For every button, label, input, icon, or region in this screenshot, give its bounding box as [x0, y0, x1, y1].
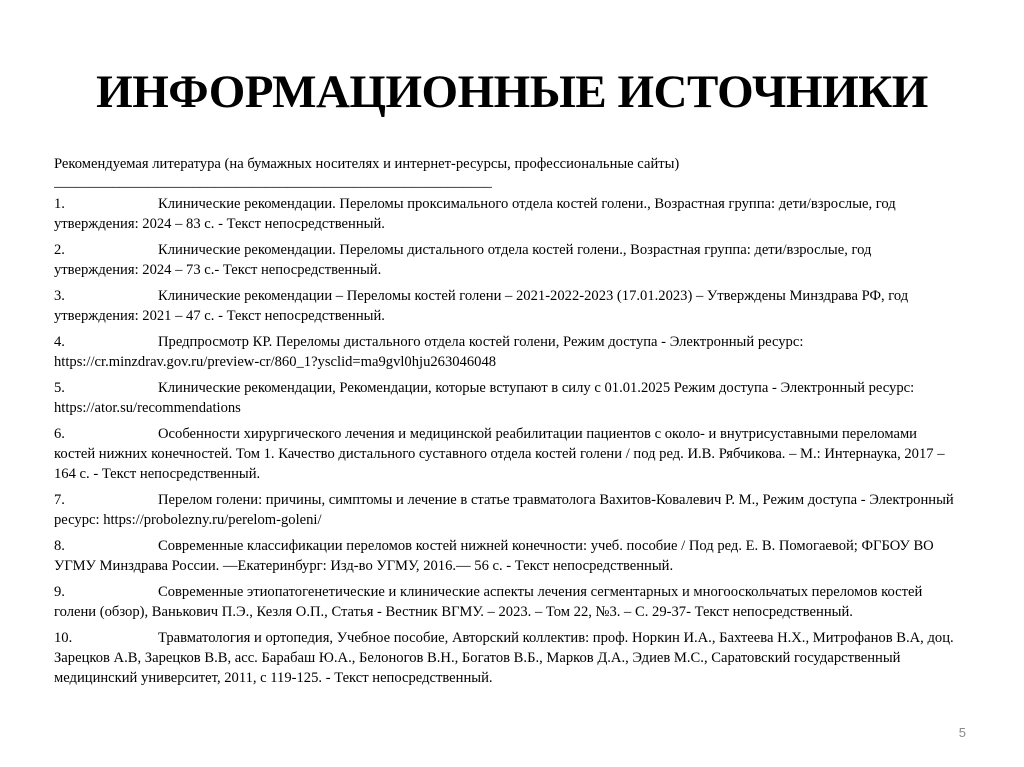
reference-text: Современные классификации переломов костей нижней конечности: учеб. пособие / Под ред. Е. В. Помогаевой; ФГБОУ ВО УГМУ Минздрава России. —Екатеринбург: Изд-во УГМУ, 2016.— 56 с. - Текст непосредственный.: [54, 538, 934, 574]
reference-number: 3.: [54, 288, 65, 304]
reference-list: [54, 194, 959, 688]
reference-item-6: [54, 424, 959, 484]
reference-item-2: [54, 240, 959, 280]
reference-text: Предпросмотр КР. Переломы дистального отдела костей голени, Режим доступа - Электронный ресурс: https://cr.minzdrav.gov.ru/preview-cr/860_1?ysclid=ma9gvl0hju263046048: [54, 334, 804, 370]
reference-item-9: [54, 582, 959, 622]
separator-line: ____________________________________________________________: [54, 174, 492, 190]
reference-number: 2.: [54, 242, 65, 258]
reference-number: 9.: [54, 584, 65, 600]
slide-content: [54, 154, 959, 688]
reference-text: Клинические рекомендации – Переломы костей голени – 2021-2022-2023 (17.01.2023) – Утверждены Минздрава РФ, год утверждения: 2021 – 47 с. - Текст непосредственный.: [54, 288, 909, 324]
reference-item-10: [54, 628, 959, 688]
reference-item-4: [54, 332, 959, 372]
reference-item-8: [54, 536, 959, 576]
reference-text: Клинические рекомендации. Переломы проксимального отдела костей голени., Возрастная группа: дети/взрослые, год утверждения: 2024 – 83 с. - Текст непосредственный.: [54, 196, 896, 232]
reference-number: 5.: [54, 380, 65, 396]
reference-text: Травматология и ортопедия, Учебное пособие, Авторский коллектив: проф. Норкин И.А., Бахтеева Н.Х., Митрофанов В.А, доц. Зарецков А.В, Зарецков В.В, асс. Барабаш Ю.А., Белоногов В.Н., Богатов В.Б., Марков Д.А., Эдиев М.С., Саратовский государственный медицинский университет, 2011, с 119-125. - Текст непосредственный.: [54, 630, 954, 686]
reference-number: 4.: [54, 334, 65, 350]
reference-text: Клинические рекомендации. Переломы дистального отдела костей голени., Возрастная группа: дети/взрослые, год утверждения: 2024 – 73 с.- Текст непосредственный.: [54, 242, 872, 278]
page-number: 5: [958, 725, 966, 740]
reference-item-7: [54, 490, 959, 530]
intro-text: Рекомендуемая литература (на бумажных носителях и интернет-ресурсы, профессиональные сайты): [54, 156, 680, 172]
reference-text: Перелом голени: причины, симптомы и лечение в статье травматолога Вахитов-Ковалевич Р. М., Режим доступа - Электронный ресурс: https://probolezny.ru/perelom-goleni/: [54, 492, 954, 528]
reference-number: 10.: [54, 630, 73, 646]
slide-title: ИНФОРМАЦИОННЫЕ ИСТОЧНИКИ: [96, 66, 928, 118]
reference-item-3: [54, 286, 959, 326]
reference-item-5: [54, 378, 959, 418]
reference-text: Современные этиопатогенетические и клинические аспекты лечения сегментарных и многооскольчатых переломов костей голени (обзор), Ванькович П.Э., Кезля О.П., Статья - Вестник ВГМУ. – 2023. – Том 22, №3. – С. 29-37- Текст непосредственный.: [54, 584, 923, 620]
reference-item-1: [54, 194, 959, 234]
reference-number: 6.: [54, 426, 65, 442]
reference-text: Клинические рекомендации, Рекомендации, которые вступают в силу с 01.01.2025 Режим доступа - Электронный ресурс: https://ator.su/recommendations: [54, 380, 915, 416]
reference-number: 8.: [54, 538, 65, 554]
reference-text: Особенности хирургического лечения и медицинской реабилитации пациентов с около- и внутрисуставными переломами костей нижних конечностей. Том 1. Качество дистального суставного отдела костей голени / под ред. И.В. Рябчикова. – М.: Интернаука, 2017 – 164 с. - Текст непосредственный.: [54, 426, 945, 482]
reference-number: 7.: [54, 492, 65, 508]
reference-number: 1.: [54, 196, 65, 212]
